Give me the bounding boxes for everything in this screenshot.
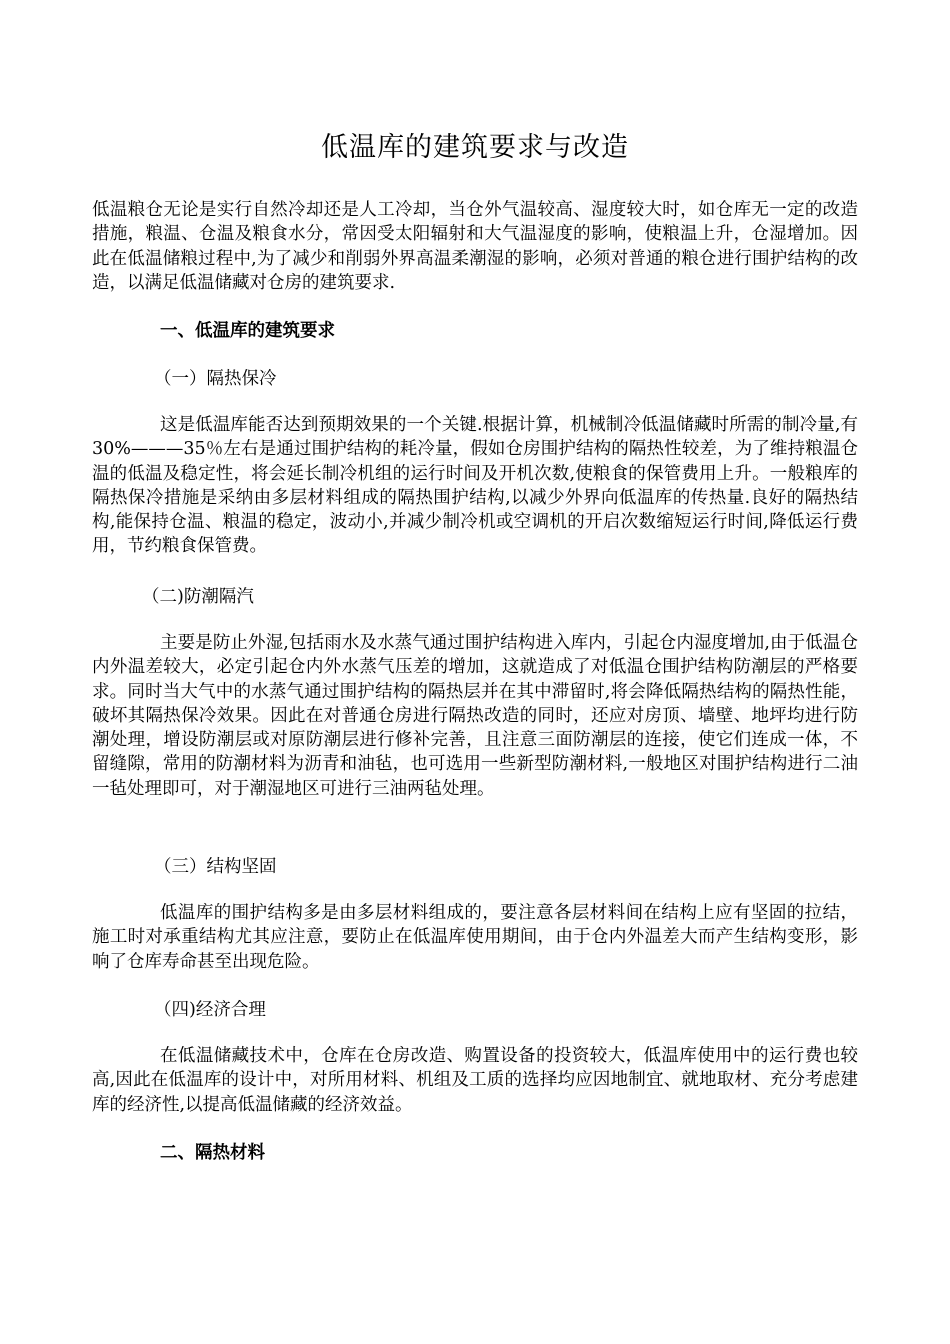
document-title: 低温库的建筑要求与改造 [321,132,629,163]
subsection-3-heading: （三）结构坚固 [154,857,277,877]
subsection-3-paragraph: 低温库的围护结构多是由多层材料组成的，要注意各层材料间在结构上应有坚固的拉结，施工时对承重结构尤其应注意，要防止在低温库使用期间，由于仓内外温差大而产生结构变形，影响了仓库寿命甚至出现危险。 [92,903,858,972]
subsection-1-heading: （一）隔热保冷 [154,369,277,389]
section-2-heading: 二、隔热材料 [160,1143,265,1163]
section-1-heading: 一、低温库的建筑要求 [160,321,335,341]
subsection-4-heading: （四)经济合理 [154,1000,266,1020]
subsection-4-paragraph: 在低温储藏技术中，仓库在仓房改造、购置设备的投资较大，低温库使用中的运行费也较高,因此在低温库的设计中，对所用材料、机组及工质的选择均应因地制宜、就地取材、充分考虑建库的经济性,以提高低温储藏的经济效益。 [92,1046,858,1115]
intro-paragraph: 低温粮仓无论是实行自然冷却还是人工冷却，当仓外气温较高、湿度较大时，如仓库无一定的改造措施，粮温、仓温及粮食水分，常因受太阳辐射和大气温湿度的影响，使粮温上升，仓湿增加。因此在低温储粮过程中,为了减少和削弱外界高温柔潮湿的影响，必须对普通的粮仓进行围护结构的改造，以满足低温储藏对仓房的建筑要求. [92,200,858,293]
subsection-2-heading: （二)防潮隔汽 [142,587,254,607]
subsection-2-paragraph: 主要是防止外湿,包括雨水及水蒸气通过围护结构进入库内，引起仓内湿度增加,由于低温仓内外温差较大，必定引起仓内外水蒸气压差的增加，这就造成了对低温仓围护结构防潮层的严格要求。同时当大气中的水蒸气通过围护结构的隔热层并在其中滞留时,将会降低隔热结构的隔热性能，破坏其隔热保冷效果。因此在对普通仓房进行隔热改造的同时，还应对房顶、墙壁、地坪均进行防潮处理，增设防潮层或对原防潮层进行修补完善，且注意三面防潮层的连接，使它们连成一体，不留缝隙，常用的防潮材料为沥青和油毡，也可选用一些新型防潮材料,一般地区对围护结构进行二油一毡处理即可，对于潮湿地区可进行三油两毡处理。 [92,633,858,799]
subsection-1-paragraph: 这是低温库能否达到预期效果的一个关键.根据计算，机械制冷低温储藏时所需的制冷量,有30%———35％左右是通过围护结构的耗冷量，假如仓房围护结构的隔热性较差，为了维持粮温仓温的低温及稳定性，将会延长制冷机组的运行时间及开机次数,使粮食的保管费用上升。一般粮库的隔热保冷措施是采纳由多层材料组成的隔热围护结构,以减少外界向低温库的传热量.良好的隔热结构,能保持仓温、粮温的稳定，波动小,并减少制冷机或空调机的开启次数缩短运行时间,降低运行费用，节约粮食保管费。 [92,415,858,557]
